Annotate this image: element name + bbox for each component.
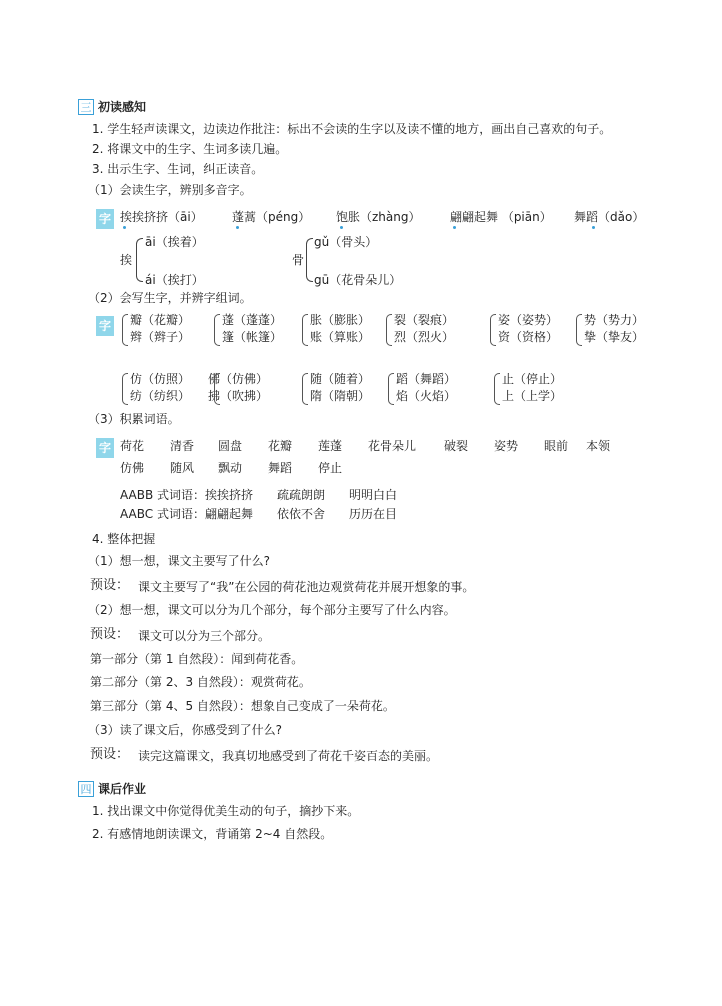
tick-mark <box>592 226 595 229</box>
vocab-word: 荷花 <box>120 439 145 453</box>
character-pair <box>214 312 282 346</box>
vocab-word: 清香 <box>170 439 195 453</box>
character-pair <box>494 371 562 405</box>
tick-mark <box>236 226 239 229</box>
tick-mark <box>453 226 456 229</box>
pair-word: 止（停止） <box>502 372 563 386</box>
pair-word: 焰（火焰） <box>396 389 457 403</box>
pair-word: 瓣（花瓣） <box>130 313 191 327</box>
pair-word: 纺（纺织） <box>130 389 191 403</box>
pair-word: 随（随着） <box>310 372 371 386</box>
sub-heading: （2）会写生字，并辨字组词。 <box>88 291 252 305</box>
character-tag-icon: 字 <box>96 438 114 458</box>
answer-label: 预设： <box>90 627 130 642</box>
pair-word: 账（算账） <box>310 330 371 344</box>
part-line: 第三部分（第 4、5 自然段）：想象自己变成了一朵荷花。 <box>90 699 395 713</box>
answer-label: 预设： <box>90 747 130 762</box>
part-line: 第一部分（第 1 自然段）：闻到荷花香。 <box>90 652 304 666</box>
aabb-words: AABB 式词语：挨挨挤挤 疏疏朗朗 明明白白 <box>120 488 398 502</box>
brace <box>136 238 143 282</box>
pair-word: 仿（仿照） <box>130 372 191 386</box>
character-pair <box>122 312 190 346</box>
polyphone-reading: gǔ（骨头） <box>314 235 378 249</box>
pair-word: 隋（隋朝） <box>310 389 371 403</box>
vocab-word: 舞蹈 <box>268 461 293 475</box>
polyphone-reading: āi（挨着） <box>145 235 204 249</box>
vocab-word: 眼前 <box>544 439 569 453</box>
pair-word: 蓬（蓬蓬） <box>222 313 283 327</box>
pair-word: 资（资格） <box>498 330 559 344</box>
tick-mark <box>340 226 343 229</box>
character-pair <box>386 312 454 346</box>
vocab-word: 停止 <box>318 461 343 475</box>
section-title: 课后作业 <box>98 782 147 796</box>
polyphone-char: 挨 <box>120 253 133 267</box>
instruction-item: 4. 整体把握 <box>92 532 156 546</box>
answer-text: 课文可以分为三个部分。 <box>138 629 271 643</box>
vocab-word: 花瓣 <box>268 439 293 453</box>
instruction-item: 3. 出示生字、生词，纠正读音。 <box>92 162 264 176</box>
vocab-word: 随风 <box>170 461 195 475</box>
homework-item: 2. 有感情地朗读课文，背诵第 2~4 自然段。 <box>92 827 333 841</box>
pair-word: 佛（仿佛） <box>208 372 269 386</box>
pair-word: 辫（辫子） <box>130 330 191 344</box>
read-word: 挨挨挤挤（āi） <box>120 210 203 224</box>
pair-word: 篷（帐篷） <box>222 330 283 344</box>
character-tag-icon: 字 <box>96 209 114 229</box>
character-pair <box>302 371 370 405</box>
pair-word: 姿（姿势） <box>498 313 559 327</box>
vocab-word: 仿佛 <box>120 461 145 475</box>
question: （2）想一想，课文可以分为几个部分，每个部分主要写了什么内容。 <box>88 603 456 617</box>
aabc-words: AABC 式词语：翩翩起舞 依依不舍 历历在目 <box>120 507 397 521</box>
character-pair <box>200 371 268 405</box>
part-line: 第二部分（第 2、3 自然段）：观赏荷花。 <box>90 675 311 689</box>
pair-word: 挚（挚友） <box>584 330 645 344</box>
section-number-badge: 三 <box>78 99 94 115</box>
question: （1）想一想，课文主要写了什么? <box>88 554 271 568</box>
brace <box>306 238 313 282</box>
read-word: 蓬蒿（péng） <box>232 210 311 224</box>
pair-word: 裂（裂痕） <box>394 313 455 327</box>
pair-word: 烈（烈火） <box>394 330 455 344</box>
polyphone-reading: ái（挨打） <box>145 273 204 287</box>
read-word: 翩翩起舞 （piān） <box>450 210 552 224</box>
character-pair <box>388 371 456 405</box>
read-word: 舞蹈（dǎo） <box>574 210 645 224</box>
character-pair <box>576 312 644 346</box>
question: （3）读了课文后，你感受到了什么? <box>88 723 283 737</box>
section-number-badge: 四 <box>78 781 94 797</box>
pair-word: 胀（膨胀） <box>310 313 371 327</box>
pair-word: 上（上学） <box>502 389 563 403</box>
pair-word: 拂（吹拂） <box>208 389 269 403</box>
character-tag-icon: 字 <box>96 316 114 336</box>
section-title: 初读感知 <box>98 100 147 114</box>
polyphone-reading: gū（花骨朵儿） <box>314 273 402 287</box>
instruction-item: 2. 将课文中的生字、生词多读几遍。 <box>92 142 288 156</box>
instruction-item: 1. 学生轻声读课文，边读边作批注：标出不会读的生字以及读不懂的地方，画出自己喜欢的句子。 <box>92 122 612 136</box>
pair-word: 势（势力） <box>584 313 645 327</box>
character-pair <box>490 312 558 346</box>
tick-mark <box>123 226 126 229</box>
vocab-word: 莲蓬 <box>318 439 343 453</box>
sub-heading: （1）会读生字，辨别多音字。 <box>88 183 252 197</box>
vocab-word: 破裂 <box>444 439 469 453</box>
homework-item: 1. 找出课文中你觉得优美生动的句子，摘抄下来。 <box>92 804 360 818</box>
character-pair <box>302 312 370 346</box>
answer-label: 预设： <box>90 578 130 593</box>
vocab-word: 花骨朵儿 <box>368 439 417 453</box>
vocab-word: 姿势 <box>494 439 519 453</box>
vocab-word: 圆盘 <box>218 439 243 453</box>
polyphone-char: 骨 <box>292 253 305 267</box>
answer-text: 读完这篇课文，我真切地感受到了荷花千姿百态的美丽。 <box>138 749 439 763</box>
read-word: 饱胀（zhàng） <box>336 210 421 224</box>
answer-text: 课文主要写了“我”在公园的荷花池边观赏荷花并展开想象的事。 <box>138 580 475 594</box>
vocab-word: 本领 <box>586 439 611 453</box>
pair-word: 蹈（舞蹈） <box>396 372 457 386</box>
sub-heading: （3）积累词语。 <box>88 412 180 426</box>
vocab-word: 飘动 <box>218 461 243 475</box>
character-pair <box>122 371 190 405</box>
